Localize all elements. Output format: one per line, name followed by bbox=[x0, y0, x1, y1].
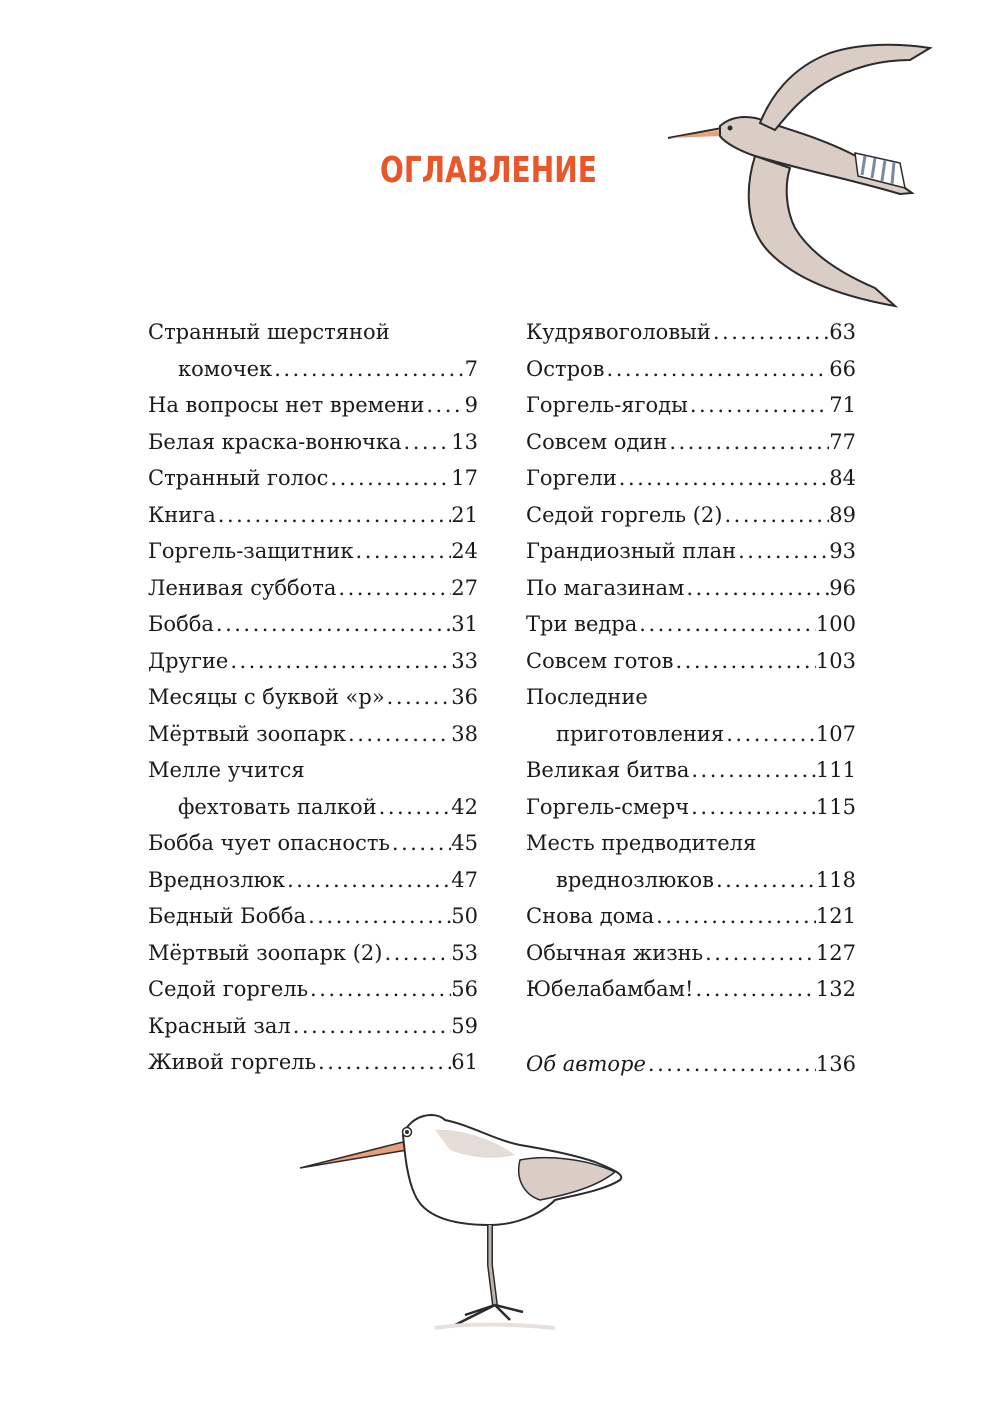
toc-page-number: 7 bbox=[464, 356, 478, 381]
toc-entry-title: Бобба bbox=[148, 612, 214, 636]
toc-entry bbox=[526, 351, 856, 388]
toc-page-number: 115 bbox=[815, 794, 856, 819]
toc-entry-title: Горгель-защитник bbox=[148, 539, 354, 563]
toc-entry bbox=[526, 424, 856, 461]
toc-entry-title: Горгель-ягоды bbox=[526, 393, 688, 417]
toc-page-number: 77 bbox=[829, 429, 856, 454]
toc-entry bbox=[526, 643, 856, 680]
toc-entry bbox=[148, 679, 478, 716]
toc-entry-title: Странный голос bbox=[148, 466, 329, 490]
toc-entry-title: Странный шерстяной bbox=[148, 320, 390, 344]
toc-page-number: 31 bbox=[451, 612, 478, 636]
spacer bbox=[526, 1008, 856, 1046]
toc-page-number: 47 bbox=[451, 867, 478, 892]
flying-bird-icon bbox=[660, 38, 950, 313]
dot-leader bbox=[308, 971, 451, 1008]
page-title: ОГЛАВЛЕНИЕ bbox=[380, 150, 597, 191]
toc-entry-title: Мелле учится bbox=[148, 758, 305, 782]
dot-leader bbox=[637, 606, 816, 643]
toc-entry bbox=[148, 716, 478, 753]
toc-entry bbox=[148, 825, 478, 862]
dot-leader bbox=[689, 789, 816, 826]
toc-entry bbox=[526, 497, 856, 534]
toc-entry-title: На вопросы нет времени bbox=[148, 393, 425, 417]
toc-entry bbox=[148, 424, 478, 461]
toc-left-column bbox=[148, 314, 478, 1081]
toc-entry-title: Книга bbox=[148, 502, 216, 527]
toc-entry bbox=[148, 643, 478, 680]
toc-entry-title: Вреднозлюк bbox=[148, 867, 286, 892]
toc-page-number: 24 bbox=[451, 539, 478, 563]
toc-page-number: 111 bbox=[815, 758, 856, 782]
toc-entry-title: Бобба чует опасность bbox=[148, 831, 390, 855]
toc-page-number: 13 bbox=[451, 429, 478, 454]
toc-page-number: 96 bbox=[829, 575, 856, 600]
toc-entry-title: Белая краска-вонючка bbox=[148, 429, 402, 454]
dot-leader bbox=[711, 314, 829, 351]
dot-leader bbox=[617, 460, 830, 497]
toc-entry-title: вреднозлюков bbox=[556, 867, 714, 892]
toc-entry bbox=[526, 1046, 856, 1083]
toc-entry bbox=[148, 460, 478, 497]
toc-entry bbox=[526, 314, 856, 351]
toc-entry-title: Обычная жизнь bbox=[526, 940, 704, 965]
toc-entry-title: Седой горгель (2) bbox=[526, 502, 723, 527]
dot-leader bbox=[736, 533, 829, 570]
toc-page-number: 59 bbox=[451, 1013, 478, 1038]
dot-leader bbox=[688, 387, 829, 424]
toc-entry-title: Ленивая суббота bbox=[148, 575, 337, 600]
toc-entry-title: Кудрявоголовый bbox=[526, 320, 711, 344]
standing-bird-icon bbox=[295, 1100, 635, 1335]
toc-entry bbox=[526, 533, 856, 570]
toc-page-number: 36 bbox=[451, 685, 478, 709]
toc-entry-title: Бедный Бобба bbox=[148, 904, 307, 928]
toc-entry bbox=[526, 825, 856, 898]
dot-leader bbox=[646, 1046, 816, 1083]
dot-leader bbox=[724, 716, 816, 753]
toc-page-number: 89 bbox=[829, 502, 856, 527]
dot-leader bbox=[306, 898, 451, 935]
toc-page-number: 71 bbox=[829, 393, 856, 417]
dot-leader bbox=[703, 935, 816, 972]
toc-entry-title: Живой горгель bbox=[148, 1050, 317, 1074]
toc-page-number: 45 bbox=[451, 831, 478, 855]
toc-entry bbox=[148, 971, 478, 1008]
dot-leader bbox=[390, 825, 451, 862]
toc-page-number: 136 bbox=[815, 1051, 856, 1076]
toc-page-number: 107 bbox=[815, 721, 856, 746]
toc-entry-title: По магазинам bbox=[526, 575, 685, 600]
toc-page-number: 84 bbox=[829, 466, 856, 490]
dot-leader bbox=[272, 351, 464, 388]
toc-entry bbox=[148, 570, 478, 607]
toc-entry-title: Снова дома bbox=[526, 904, 655, 928]
dot-leader bbox=[673, 643, 815, 680]
dot-leader bbox=[722, 497, 829, 534]
toc-entry-title: Седой горгель bbox=[148, 977, 309, 1001]
toc-page-number: 27 bbox=[451, 575, 478, 600]
dot-leader bbox=[316, 1044, 451, 1081]
toc-page-number: 50 bbox=[451, 904, 478, 928]
dot-leader bbox=[354, 533, 452, 570]
toc-entry bbox=[526, 898, 856, 935]
dot-leader bbox=[382, 935, 451, 972]
toc-entry-title: Об авторе bbox=[526, 1051, 646, 1076]
toc-entry bbox=[526, 679, 856, 752]
toc-entry-title: фехтовать палкой bbox=[178, 794, 377, 819]
dot-leader bbox=[424, 387, 464, 424]
dot-leader bbox=[216, 497, 451, 534]
dot-leader bbox=[714, 862, 816, 899]
toc-page-number: 9 bbox=[464, 393, 478, 417]
toc-entry-title: Три ведра bbox=[526, 612, 638, 636]
toc-page-number: 21 bbox=[451, 502, 478, 527]
toc-entry bbox=[148, 935, 478, 972]
toc-entry-title: Мёртвый зоопарк bbox=[148, 721, 347, 746]
toc-entry-title: Грандиозный план bbox=[526, 539, 737, 563]
toc-entry bbox=[526, 606, 856, 643]
toc-page-number: 17 bbox=[451, 466, 478, 490]
toc-page-number: 121 bbox=[815, 904, 856, 928]
dot-leader bbox=[654, 898, 816, 935]
toc-entry-title: Последние bbox=[526, 685, 648, 709]
dot-leader bbox=[291, 1008, 452, 1045]
dot-leader bbox=[346, 716, 451, 753]
toc-entry-title: Мёртвый зоопарк (2) bbox=[148, 940, 383, 965]
toc-page-number: 127 bbox=[815, 940, 856, 965]
dot-leader bbox=[402, 424, 452, 461]
toc-entry bbox=[148, 1008, 478, 1045]
toc-entry bbox=[526, 752, 856, 789]
dot-leader bbox=[689, 752, 816, 789]
toc-page-number: 61 bbox=[451, 1050, 478, 1074]
toc-entry-title: комочек bbox=[178, 356, 273, 381]
toc-page-number: 56 bbox=[451, 977, 478, 1001]
toc-page-number: 118 bbox=[815, 867, 856, 892]
toc-page-number: 33 bbox=[451, 648, 478, 673]
toc-entry-title: Юбелабамбам! bbox=[526, 977, 694, 1001]
toc-entry bbox=[148, 1044, 478, 1081]
dot-leader bbox=[605, 351, 830, 388]
toc-page-number: 63 bbox=[829, 320, 856, 344]
dot-leader bbox=[285, 862, 451, 899]
toc-entry-title: приготовления bbox=[556, 721, 725, 746]
toc-entry-title: Горгель-смерч bbox=[526, 794, 690, 819]
toc-entry bbox=[526, 971, 856, 1008]
toc-entry bbox=[148, 752, 478, 825]
toc-page-number: 66 bbox=[829, 356, 856, 381]
toc-entry-title: Красный зал bbox=[148, 1013, 291, 1038]
toc-entry bbox=[148, 606, 478, 643]
dot-leader bbox=[328, 460, 451, 497]
toc-entry-title: Остров bbox=[526, 356, 605, 381]
toc-page-number: 93 bbox=[829, 539, 856, 563]
toc-entry bbox=[148, 533, 478, 570]
toc-entry-title: Месть предводителя bbox=[526, 831, 757, 855]
toc-entry bbox=[148, 898, 478, 935]
dot-leader bbox=[693, 971, 815, 1008]
toc-entry-title: Совсем один bbox=[526, 429, 668, 454]
toc-entry bbox=[148, 497, 478, 534]
toc-page-number: 100 bbox=[815, 612, 856, 636]
toc-entry bbox=[526, 460, 856, 497]
toc-entry-title: Месяцы с буквой «р» bbox=[148, 685, 385, 709]
toc-entry bbox=[148, 314, 478, 387]
dot-leader bbox=[377, 789, 452, 826]
toc-entry-title: Другие bbox=[148, 648, 229, 673]
toc-entry-title: Совсем готов bbox=[526, 648, 674, 673]
toc-entry bbox=[148, 862, 478, 899]
dot-leader bbox=[684, 570, 829, 607]
toc-page-number: 103 bbox=[815, 648, 856, 673]
dot-leader bbox=[336, 570, 451, 607]
toc-right-column bbox=[526, 314, 856, 1082]
dot-leader bbox=[228, 643, 451, 680]
dot-leader bbox=[385, 679, 452, 716]
toc-entry bbox=[526, 935, 856, 972]
toc-page-number: 132 bbox=[815, 977, 856, 1001]
toc-entry bbox=[526, 570, 856, 607]
toc-entry bbox=[526, 387, 856, 424]
dot-leader bbox=[214, 606, 451, 643]
toc-entry-title: Горгели bbox=[526, 466, 617, 490]
toc-entry bbox=[526, 789, 856, 826]
toc-page-number: 53 bbox=[451, 940, 478, 965]
toc-page-number: 42 bbox=[451, 794, 478, 819]
toc-entry-title: Великая битва bbox=[526, 758, 690, 782]
dot-leader bbox=[667, 424, 829, 461]
toc-page-number: 38 bbox=[451, 721, 478, 746]
toc-entry bbox=[148, 387, 478, 424]
